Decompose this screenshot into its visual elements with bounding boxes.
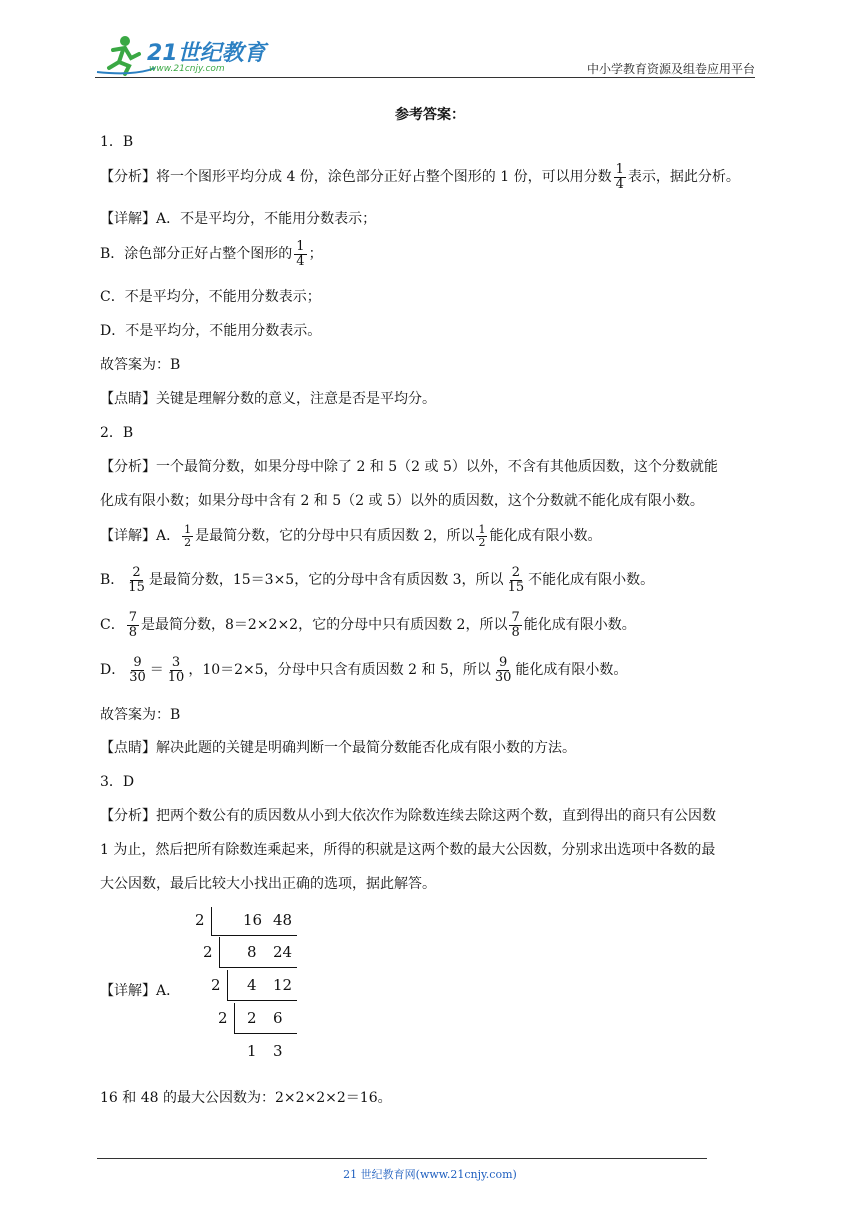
fraction: $\frac{1}{4}$ — [615, 162, 624, 192]
division-line — [219, 967, 297, 968]
q2-detail-b — [100, 566, 654, 594]
q2-detail-a — [100, 524, 601, 548]
logo-url: www.21cnjy.com — [149, 64, 225, 74]
fraction: $\frac{1}{2}$ — [478, 523, 486, 549]
q1-analysis-text-end: 表示，据此分析。 — [627, 169, 740, 186]
q2-a-end: 能化成有限小数。 — [489, 528, 602, 545]
q1-detail-b-end: ； — [308, 246, 323, 263]
division-bar — [234, 1003, 235, 1033]
q2-d-label: D． — [100, 662, 126, 679]
q2-comment: 【点睛】解决此题的关键是明确判断一个最简分数能否化成有限小数的方法。 — [100, 740, 576, 756]
header-tagline: 中小学教育资源及组卷应用平台 — [586, 62, 755, 76]
dividend: 6 — [273, 1009, 283, 1027]
q1-detail-d: D．不是平均分，不能用分数表示。 — [100, 323, 322, 339]
dividend: 4 — [247, 976, 257, 994]
equals-sign: ＝ — [149, 662, 164, 679]
fraction: $\frac{2}{15}$ — [507, 565, 525, 595]
fraction: $\frac{1}{2}$ — [184, 523, 192, 549]
dividend: 8 — [247, 943, 257, 961]
q1-analysis — [100, 163, 740, 191]
division-line — [234, 1033, 297, 1034]
divisor: 2 — [195, 911, 205, 929]
dividend: 48 — [273, 911, 293, 929]
q1-comment: 【点睛】关键是理解分数的意义，注意是否是平均分。 — [100, 391, 436, 407]
dividend: 2 — [247, 1009, 257, 1027]
q1-answer: 1．B — [100, 134, 134, 150]
logo-text: 21世纪教育 — [147, 41, 266, 66]
q1-detail-c: C．不是平均分，不能用分数表示； — [100, 289, 321, 305]
short-division — [185, 905, 315, 1065]
q2-detail-c — [100, 611, 636, 639]
dividend: 12 — [273, 976, 293, 994]
q2-b-text: 是最简分数，15＝3×5，它的分母中含有质因数 3，所以 — [148, 572, 504, 589]
q2-answer: 2．B — [100, 425, 134, 441]
fraction: $\frac{1}{4}$ — [296, 239, 305, 269]
q2-c-end: 能化成有限小数。 — [523, 617, 636, 634]
dividend: 16 — [243, 911, 263, 929]
q2-b-label: B． — [100, 572, 125, 589]
division-line — [211, 935, 297, 936]
footer-divider — [97, 1158, 707, 1159]
fraction: $\frac{9}{30}$ — [494, 655, 512, 685]
q2-conclusion: 故答案为：B — [100, 707, 181, 723]
q1-analysis-text: 【分析】将一个图形平均分成 4 份，涂色部分正好占整个图形的 1 份，可以用分数 — [100, 169, 612, 186]
site-logo — [95, 32, 265, 78]
fraction: $\frac{3}{10}$ — [167, 655, 185, 685]
q2-b-end: 不能化成有限小数。 — [528, 572, 655, 589]
fraction: $\frac{7}{8}$ — [128, 610, 137, 640]
divisor: 2 — [203, 943, 213, 961]
header-divider — [95, 77, 755, 78]
page-title: 参考答案： — [395, 107, 465, 123]
q1-detail-b-text: B．涂色部分正好占整个图形的 — [100, 246, 293, 263]
q3-analysis-3: 大公因数，最后比较大小找出正确的选项，据此解答。 — [100, 876, 436, 892]
division-bar — [227, 970, 228, 1000]
q1-conclusion: 故答案为：B — [100, 357, 181, 373]
footer-text: 21 世纪教育网(www.21cnjy.com) — [343, 1168, 517, 1181]
quotient: 1 — [247, 1042, 257, 1060]
q2-d-text: ，10＝2×5，分母中只含有质因数 2 和 5，所以 — [188, 662, 491, 679]
fraction: $\frac{9}{30}$ — [129, 655, 146, 685]
fraction: $\frac{7}{8}$ — [511, 610, 520, 640]
q2-a-text: 是最简分数，它的分母中只有质因数 2，所以 — [195, 528, 475, 545]
divisor: 2 — [218, 1009, 228, 1027]
q2-c-label: C． — [100, 617, 125, 634]
q2-analysis-2: 化成有限小数；如果分母中含有 2 和 5（2 或 5）以外的质因数，这个分数就不能化成有限小数。 — [100, 493, 704, 509]
q2-a-label: 【详解】A． — [100, 528, 181, 545]
q2-analysis-1: 【分析】一个最简分数，如果分母中除了 2 和 5（2 或 5）以外，不含有其他质因数，这个分数就能 — [100, 459, 718, 475]
division-line — [227, 1000, 297, 1001]
q3-analysis-2: 1 为止，然后把所有除数连乘起来，所得的积就是这两个数的最大公因数，分别求出选项中各数的最 — [100, 842, 716, 858]
dividend: 24 — [273, 943, 293, 961]
q2-d-end: 能化成有限小数。 — [515, 662, 628, 679]
fraction: $\frac{2}{15}$ — [128, 565, 145, 595]
division-bar — [219, 937, 220, 967]
q1-detail-a: 【详解】A．不是平均分，不能用分数表示； — [100, 211, 377, 227]
q1-detail-b — [100, 240, 323, 268]
q2-detail-d — [100, 656, 627, 684]
quotient: 3 — [273, 1042, 283, 1060]
divisor: 2 — [211, 976, 221, 994]
q3-detail-label: 【详解】A． — [100, 983, 181, 999]
division-bar — [211, 907, 212, 935]
q3-gcf-line: 16 和 48 的最大公因数为：2×2×2×2＝16。 — [100, 1090, 392, 1106]
q2-c-text: 是最简分数，8＝2×2×2，它的分母中只有质因数 2，所以 — [141, 617, 508, 634]
q3-analysis-1: 【分析】把两个数公有的质因数从小到大依次作为除数连续去除这两个数，直到得出的商只有公因数 — [100, 808, 716, 824]
q3-answer: 3．D — [100, 774, 135, 790]
